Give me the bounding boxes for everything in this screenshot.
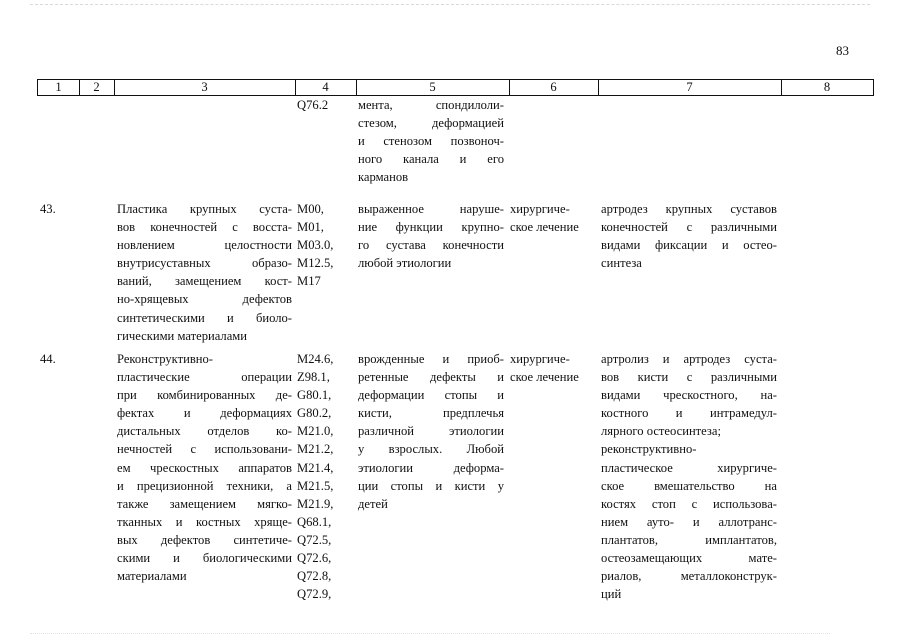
diagnosis-code: M24.6, [297, 352, 334, 366]
treatment-type-line: хирургиче- [510, 352, 570, 366]
treatment-type-line: хирургиче- [510, 202, 570, 216]
method-line: видами чрескостного, на- [601, 388, 777, 403]
name-line: вов конечностей с восста- [117, 220, 292, 235]
name-line: гическими материалами [117, 328, 248, 343]
column-header-4: 4 [322, 80, 329, 94]
diagnosis-code: M12.5, [297, 256, 334, 271]
diagnosis-codes [297, 200, 351, 290]
model-line: го сустава конечности [358, 238, 504, 253]
model-line: врожденные и приоб- [358, 352, 504, 366]
name-line: синтетическими и биоло- [117, 310, 292, 325]
model-line: стезом, деформацией [358, 116, 504, 131]
column-header-5: 5 [429, 80, 436, 94]
treatment-type [510, 350, 595, 386]
name-line: вых дефектов синтетиче- [117, 532, 292, 547]
model-line: мента, спондилоли- [358, 98, 504, 112]
column-header-6: 6 [550, 80, 557, 94]
page-number: 83 [836, 43, 849, 58]
diagnosis-codes [297, 350, 351, 603]
method-line: лярного остеосинтеза; [601, 424, 721, 439]
model-line: ние функции крупно- [358, 220, 504, 235]
method-line: артролиз и артродез суста- [601, 352, 777, 366]
diagnosis-code: M21.0, [297, 424, 334, 439]
method-line: вов кисти с различными [601, 370, 777, 385]
scan-artifact-top [30, 4, 870, 5]
method-line: синтеза [601, 256, 642, 271]
method-line: риалов, металлоконструк- [601, 569, 777, 584]
method-line: остеозамещающих мате- [601, 551, 777, 566]
diagnosis-code: M01, [297, 220, 324, 235]
name-line: Реконструктивно- [117, 352, 213, 366]
diagnosis-code: Q68.1, [297, 514, 332, 529]
method-line: конечностей с различными [601, 220, 777, 235]
model-line: этиологии деформа- [358, 460, 504, 475]
name-line: но-хрящевых дефектов [117, 292, 292, 307]
method-line: костях стоп с использова- [601, 496, 777, 511]
model-line: кисти, предплечья [358, 406, 504, 421]
patient-model [358, 350, 504, 513]
method-line: видами фиксации и остео- [601, 238, 777, 253]
diagnosis-code: M21.9, [297, 496, 334, 511]
name-line: пластические операции [117, 370, 292, 385]
diagnosis-code: M17 [297, 274, 321, 289]
continuation-codes [297, 96, 351, 114]
treatment-type-line: ское лечение [510, 370, 579, 385]
method-line: ций [601, 587, 622, 602]
name-line: при комбинированных де- [117, 388, 292, 403]
name-line: и прецизионной техники, а [117, 478, 292, 493]
method-line: костного и интрамедул- [601, 406, 777, 421]
treatment-method [601, 200, 777, 272]
column-header-3: 3 [201, 80, 208, 94]
model-line: любой этиологии [358, 256, 452, 271]
diagnosis-code: M00, [297, 202, 324, 216]
continuation-patient-model [358, 96, 504, 186]
column-header-row [37, 79, 874, 96]
row-number: 44. [40, 352, 56, 366]
model-line: ретенные дефекты и [358, 370, 504, 385]
model-line: карманов [358, 170, 409, 185]
column-header-2: 2 [93, 80, 100, 94]
treatment-type-line: ское лечение [510, 220, 579, 235]
model-line: выраженное наруше- [358, 202, 504, 216]
name-line: дистальных отделов ко- [117, 424, 292, 439]
diagnosis-code: G80.1, [297, 388, 332, 403]
method-line: плантатов, имплантатов, [601, 532, 777, 547]
model-line: различной этиологии [358, 424, 504, 439]
model-line: ного канала и его [358, 152, 504, 167]
name-line: нечностей с использовани- [117, 442, 292, 457]
diagnosis-code: Z98.1, [297, 370, 330, 385]
scan-artifact-bottom [30, 633, 830, 634]
name-line: фектах и деформациях [117, 406, 292, 421]
diagnosis-code: Q76.2 [297, 98, 329, 112]
diagnosis-code: Q72.9, [297, 587, 332, 602]
diagnosis-code: M03.0, [297, 238, 334, 253]
diagnosis-code: M21.5, [297, 478, 334, 493]
column-header-8: 8 [823, 80, 831, 94]
name-line: новлением целостности [117, 238, 292, 253]
name-line: материалами [117, 569, 187, 584]
treatment-type [510, 200, 595, 236]
method-line: ское вмешательство на [601, 478, 777, 493]
diagnosis-code: M21.4, [297, 460, 334, 475]
name-line: скими и биологическими [117, 551, 292, 566]
intervention-name [117, 350, 292, 585]
method-line: нием ауто- и аллотранс- [601, 514, 777, 529]
row-number: 43. [40, 202, 56, 216]
model-line: у взрослых. Любой [358, 442, 504, 457]
name-line: внутрисуставных образо- [117, 256, 292, 271]
model-line: ции стопы и кисти у [358, 478, 504, 493]
name-line: ваний, замещением кост- [117, 274, 292, 289]
name-line: тканных и костных хряще- [117, 514, 292, 529]
model-line: деформации стопы и [358, 388, 504, 403]
method-line: реконструктивно- [601, 442, 697, 457]
intervention-name [117, 200, 292, 345]
column-header-1: 1 [55, 80, 62, 94]
diagnosis-code: Q72.8, [297, 569, 332, 584]
diagnosis-code: G80.2, [297, 406, 332, 421]
model-line: детей [358, 496, 388, 511]
name-line: также замещением мягко- [117, 496, 292, 511]
name-line: ем чрескостных аппаратов [117, 460, 292, 475]
column-header-7: 7 [686, 80, 693, 94]
diagnosis-code: Q72.6, [297, 551, 332, 566]
name-line: Пластика крупных суста- [117, 202, 292, 216]
method-line: артродез крупных суставов [601, 202, 777, 216]
diagnosis-code: Q72.5, [297, 532, 332, 547]
patient-model [358, 200, 504, 272]
method-line: пластическое хирургиче- [601, 460, 777, 475]
model-line: и стенозом позвоноч- [358, 134, 504, 149]
diagnosis-code: M21.2, [297, 442, 334, 457]
treatment-method [601, 350, 777, 603]
